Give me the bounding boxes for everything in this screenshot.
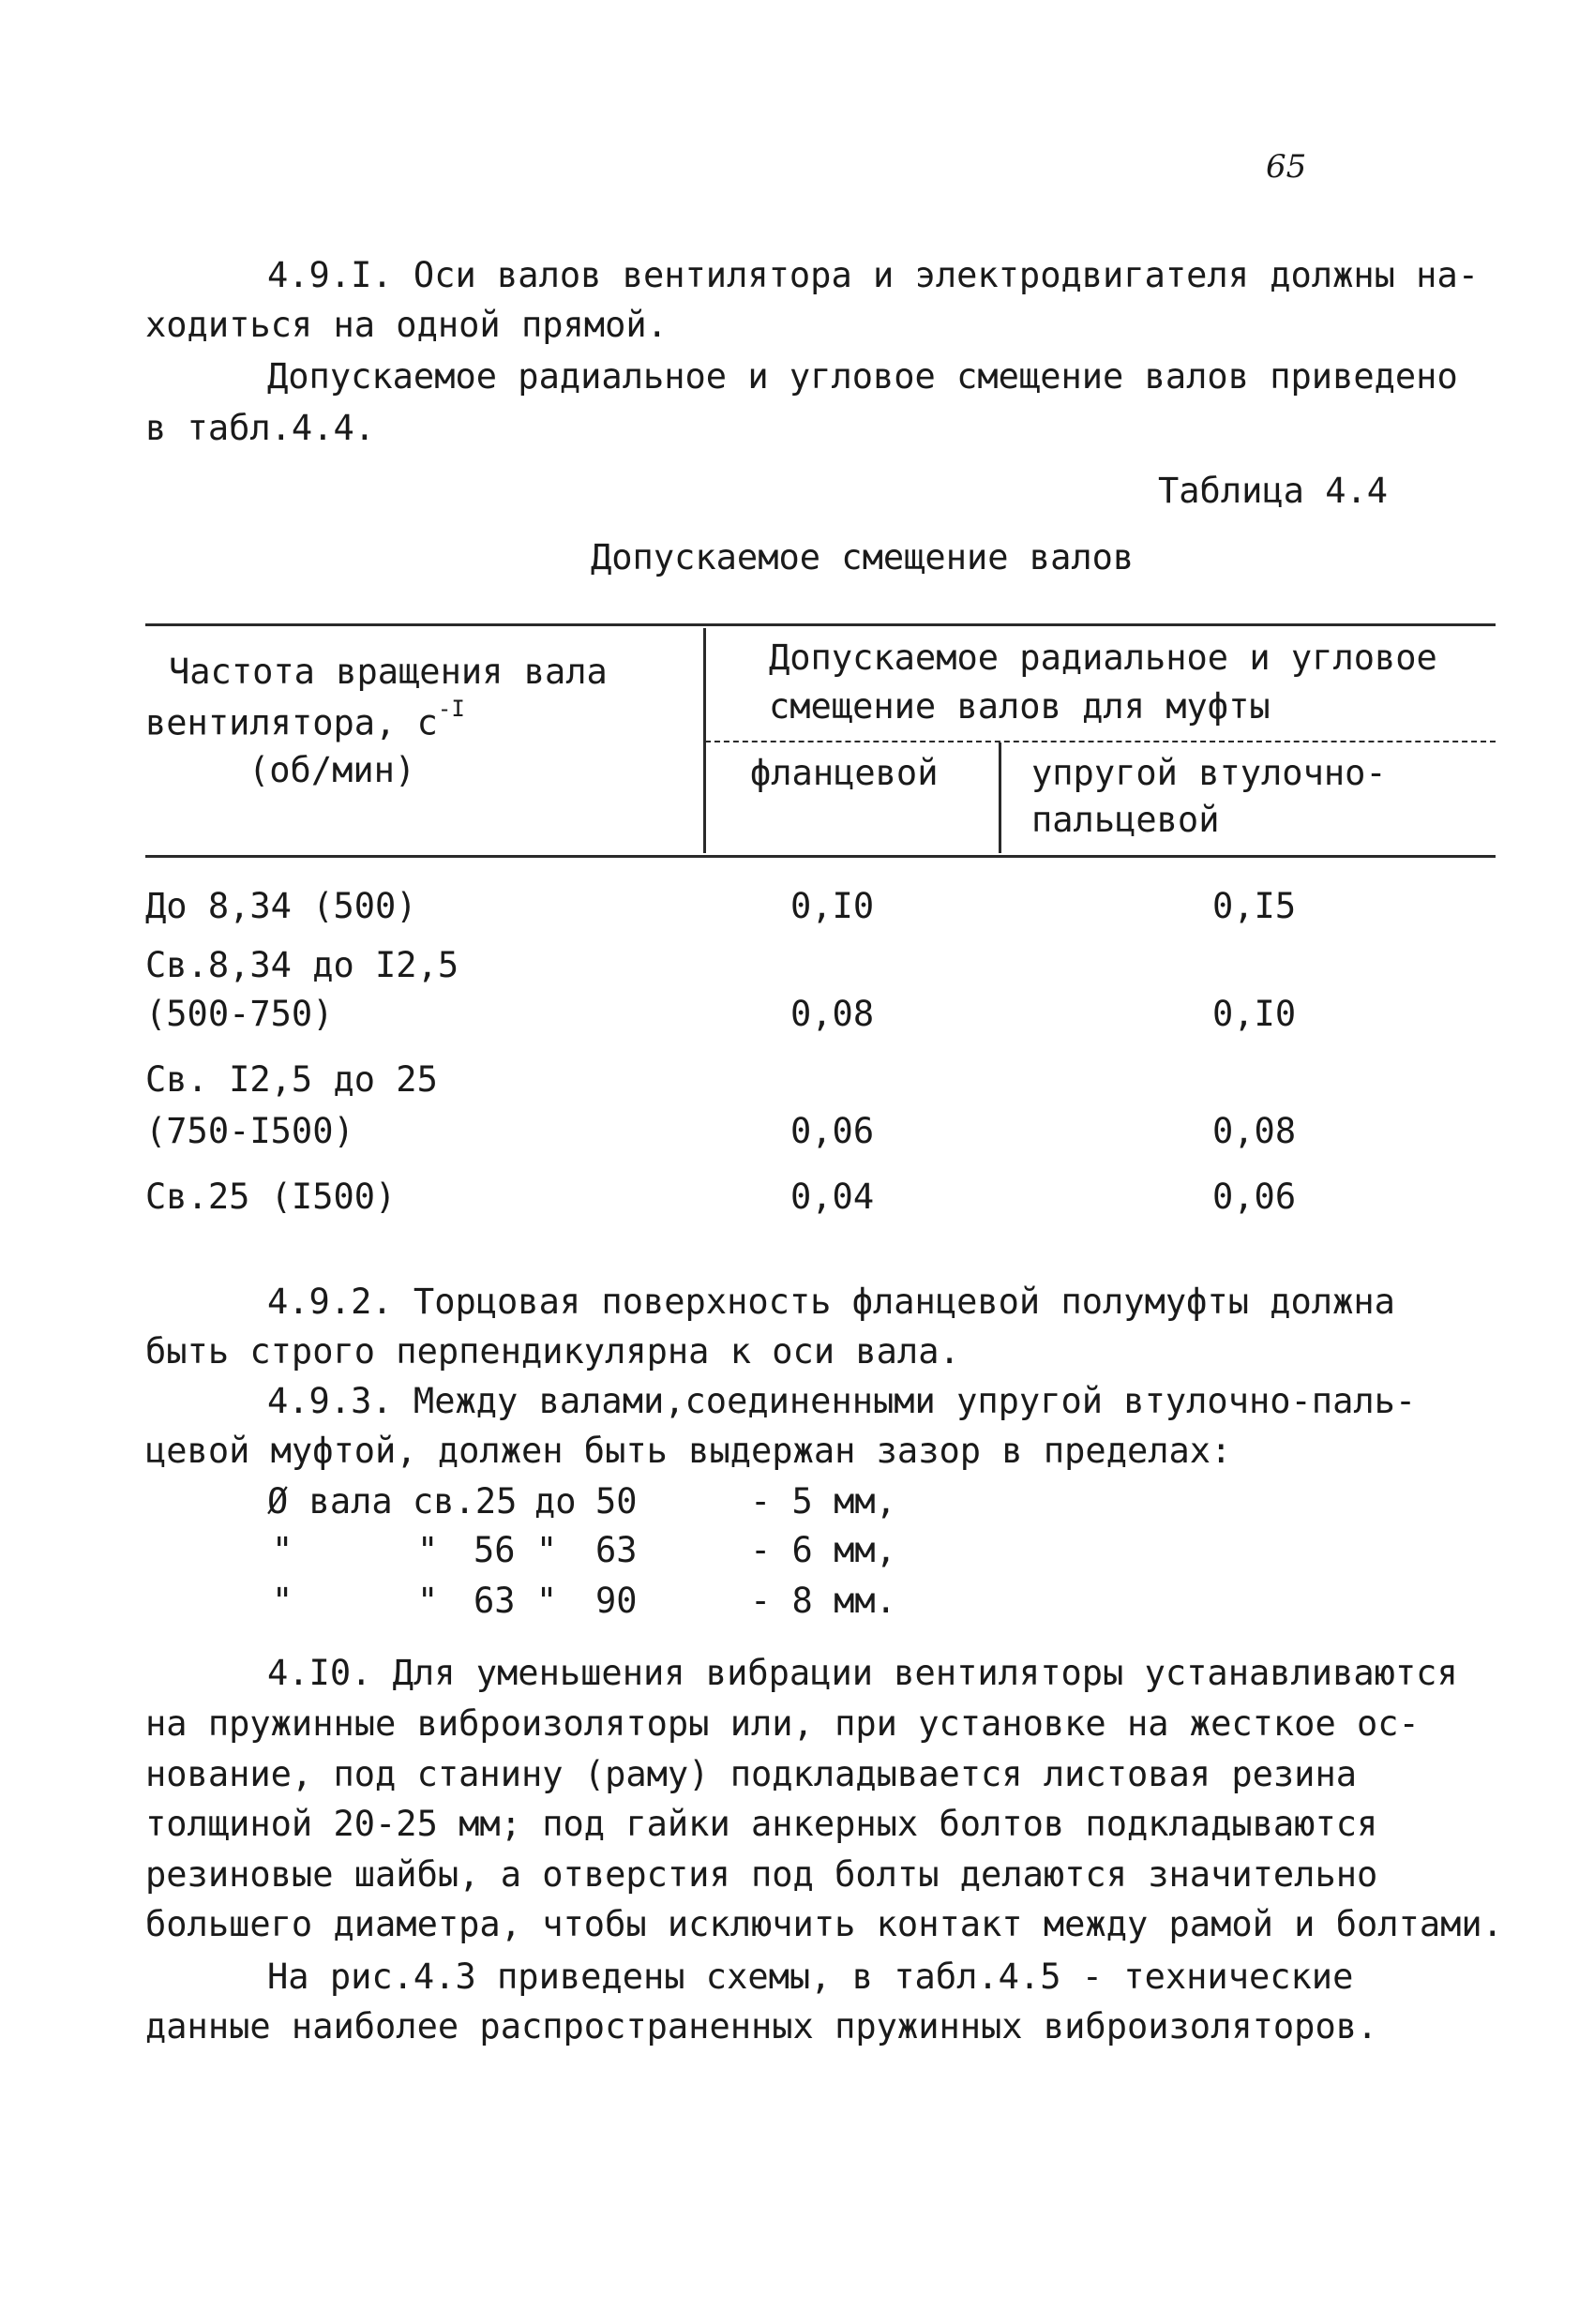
para-4-9-1-line4: в табл.4.4. — [145, 408, 376, 448]
row1-freq: До 8,34 (500) — [145, 886, 417, 926]
group-header-line1: Допускаемое радиальное и угловое — [769, 637, 1437, 678]
table-group-rule — [705, 741, 1496, 742]
row2-freq-line2: (500-750) — [145, 994, 334, 1034]
row1-flange: 0,I0 — [790, 886, 875, 926]
gap1-c5: - 5 мм, — [750, 1481, 896, 1522]
gap3-c5: - 8 мм. — [750, 1581, 896, 1621]
para-4-10-line3: нование, под станину (раму) подкладывается листовая резина — [145, 1754, 1358, 1794]
para-last-line2: данные наиболее распространенных пружинных виброизоляторов. — [145, 2006, 1378, 2047]
col3-header-line1: упругой втулочно- — [1031, 753, 1387, 793]
gap2-c5: - 6 мм, — [750, 1530, 896, 1570]
para-4-9-2-line2: быть строго перпендикулярна к оси вала. — [145, 1331, 960, 1372]
col1-header-line3: (об/мин) — [248, 750, 416, 790]
table-header-bottom-rule — [145, 855, 1496, 858]
gap1-c1: Ø вала — [267, 1481, 393, 1522]
col2-header: фланцевой — [750, 753, 939, 793]
row3-elastic: 0,08 — [1212, 1111, 1297, 1151]
row1-elastic: 0,I5 — [1212, 886, 1297, 926]
para-4-10-line1: 4.I0. Для уменьшения вибрации вентиляторы устанавливаются — [267, 1653, 1458, 1693]
para-4-10-line6: большего диаметра, чтобы исключить контакт между рамой и болтами. — [145, 1904, 1503, 1944]
table-col-divider-2 — [999, 742, 1001, 853]
row4-elastic: 0,06 — [1212, 1177, 1297, 1217]
gap1-c4: 50 — [595, 1481, 638, 1522]
table-label: Таблица 4.4 — [1158, 471, 1389, 511]
gap3-c2: " — [417, 1581, 439, 1621]
para-last-line1: На рис.4.3 приведены схемы, в табл.4.5 - технические — [267, 1957, 1354, 1997]
gap3-c1: " — [272, 1581, 293, 1621]
col1-header-line2 — [145, 696, 465, 743]
row2-flange: 0,08 — [790, 994, 875, 1034]
para-4-10-line4: толщиной 20-25 мм; под гайки анкерных болтов подкладываются — [145, 1804, 1378, 1844]
page-number: 65 — [1266, 148, 1307, 186]
col1-header-line1: Частота вращения вала — [169, 652, 608, 692]
gap3-c3: 63 " — [474, 1581, 558, 1621]
para-4-9-3-line1: 4.9.3. Между валами,соединенными упругой втулочно-паль- — [267, 1381, 1417, 1421]
row4-flange: 0,04 — [790, 1177, 875, 1217]
row3-flange: 0,06 — [790, 1111, 875, 1151]
col3-header-line2: пальцевой — [1031, 800, 1220, 840]
group-header-line2: смещение валов для муфты — [769, 686, 1271, 727]
gap3-c4: 90 — [595, 1581, 638, 1621]
para-4-10-line5: резиновые шайбы, а отверстия под болты делаются значительно — [145, 1854, 1378, 1895]
gap2-c1: " — [272, 1530, 293, 1570]
table-title: Допускаемое смещение валов — [591, 537, 1135, 577]
para-4-9-3-line2: цевой муфтой, должен быть выдержан зазор в пределах: — [145, 1431, 1232, 1471]
gap2-c3: 56 " — [474, 1530, 558, 1570]
col1-header-text: вентилятора, с — [145, 702, 438, 743]
row4-freq: Св.25 (I500) — [145, 1177, 397, 1217]
gap1-c3: до — [534, 1481, 577, 1522]
table-top-rule — [145, 623, 1496, 626]
row2-freq-line1: Св.8,34 до I2,5 — [145, 945, 459, 985]
para-4-10-line2: на пружинные виброизоляторы или, при установке на жесткое ос- — [145, 1703, 1420, 1744]
para-4-9-2-line1: 4.9.2. Торцовая поверхность фланцевой полумуфты должна — [267, 1282, 1395, 1322]
para-4-9-1-line3: Допускаемое радиальное и угловое смещение валов приведено — [267, 356, 1458, 397]
gap2-c2: " — [417, 1530, 439, 1570]
gap2-c4: 63 — [595, 1530, 638, 1570]
row3-freq-line1: Св. I2,5 до 25 — [145, 1059, 438, 1100]
gap1-c2: св.25 — [413, 1481, 518, 1522]
para-4-9-1-line1: 4.9.I. Оси валов вентилятора и электродвигателя должны на- — [267, 255, 1480, 295]
row2-elastic: 0,I0 — [1212, 994, 1297, 1034]
row3-freq-line2: (750-I500) — [145, 1111, 354, 1151]
para-4-9-1-line2: ходиться на одной прямой. — [145, 305, 668, 345]
col1-header-exponent: -I — [437, 696, 465, 722]
